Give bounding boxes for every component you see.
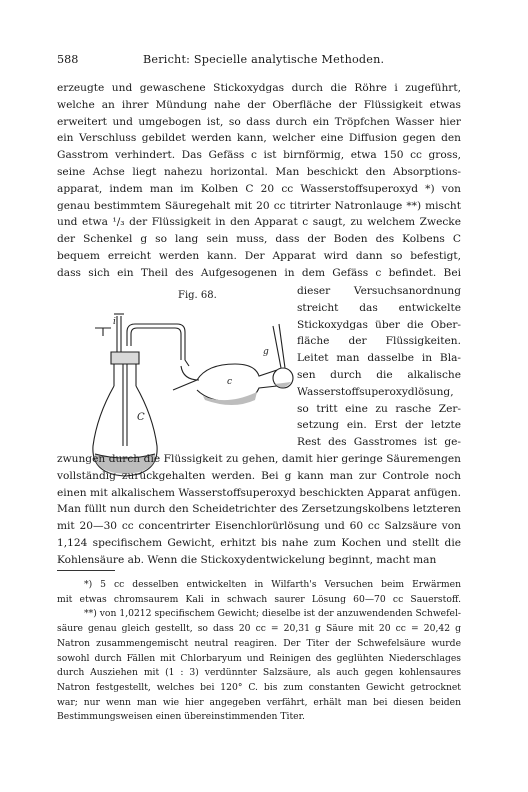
footnotes-line: Bestimmungsweisen einen übereinstimmenden Titer. [57,711,305,723]
footnotes-line: mit etwas chromsaurem Kali in schwach saurer Lösung 60—70 cc Sauerstoff. [57,593,461,605]
wrap_lines-line: Stickoxydgas über die Ober- [297,318,461,331]
wrap_lines-line: Rest des Gasstromes ist ge- [297,436,461,449]
footnotes-line: sowohl durch Fällen mit Chlorbaryum und Reinigen des geglühten Niederschlages [57,652,461,664]
paragraph_bottom-line: mit 20—30 cc concentrirter Eisenchlorürlösung und 60 cc Salzsäure von [57,520,461,533]
footnotes-line: *) 5 cc desselben entwickelten in Wilfarth's Versuchen beim Erwärmen [84,579,461,590]
paragraph_top-line: bequem erreicht werden kann. Der Apparat wird dann so befestigt, [57,250,461,262]
page-header [57,52,463,68]
paragraph_bottom-line: Kohlensäure ab. Wenn die Stickoxydentwickelung beginnt, macht man [57,553,437,566]
page-number: 588 [57,53,79,66]
footnotes-line: Natron festgestellt, welches bei 120° C. bis zum constanten Gewicht getrocknet [57,681,461,693]
paragraph_top-line: dass sich ein Theil des Aufgesogenen in dem Gefäss c befindet. Bei [57,266,461,279]
letter-C: C [137,412,145,423]
wrap_lines-line: sen durch die alkalische [297,369,461,381]
wrap_lines-line: fläche der Flüssigkeiten. [297,335,461,348]
footnotes-line: säure genau gleich gestellt, so dass 20 cc = 20,31 g Säure mit 20 cc = 20,42 g [57,623,461,635]
wrap_lines-line: streicht das entwickelte [297,301,461,314]
paragraph_bottom-line: einen mit alkalischem Wasserstoffsuperoxyd beschickten Apparat anfügen. [57,486,461,499]
paragraph_bottom-line: zwungen durch die Flüssigkeit zu gehen, damit hier geringe Säuremengen [57,453,461,465]
paragraph_top-line: der Schenkel g so lang sein muss, dass der Boden des Kolbens C [57,233,461,246]
paragraph_top-line: genau bestimmtem Säuregehalt mit 20 cc titrirter Natronlauge **) mischt [57,199,461,212]
footnotes-line: Natron zusammengemischt neutral reagiren. Der Titer der Schwefelsäure wurde [57,637,461,649]
wrap_lines-line: dieser Versuchsanordnung [297,285,461,297]
paragraph_top-line: seine Achse liegt nahezu horizontal. Man beschickt den Absorptions- [57,166,461,178]
letter-g: g [263,347,269,357]
letter-i: i [113,317,116,327]
paragraph_top-line: und etwa ¹/₃ der Flüssigkeit in den Apparat c saugt, zu welchem Zwecke [57,216,461,229]
footnote-rule [57,570,115,571]
paragraph_top-line: ein Verschluss gebildet werden kann, welcher eine Diffusion gegen den [57,132,461,145]
wrap_lines-line: Wasserstoffsuperoxydlösung, [297,385,454,398]
wrap_lines-line: so tritt eine zu rasche Zer- [297,402,461,415]
paragraph_top-line: Gasstrom verhindert. Das Gefäss c ist birnförmig, etwa 150 cc gross, [57,149,461,162]
paragraph_bottom-line: Man füllt nun durch den Scheidetrichter des Zersetzungskolbens letzteren [57,503,461,516]
paragraph_top-line: welche an ihrer Mündung nahe der Oberfläche der Flüssigkeit etwas [57,98,461,111]
footnotes-line: **) von 1,0212 specifischem Gewicht; dieselbe ist der anzuwendenden Schwefel- [84,608,461,620]
figure-label: Fig. 68. [178,290,217,301]
footnotes-line: durch Ausziehen mit (1 : 3) verdünnter Salzsäure, als auch gegen kohlensaures [57,667,461,679]
wrap_lines-line: Leitet man dasselbe in Bla- [297,352,461,365]
letter-c: c [227,377,233,387]
paragraph_bottom-line: 1,124 specifischem Gewicht, erhitzt bis nahe zum Kochen und stellt die [57,537,461,549]
paragraph_top-line: erzeugte und gewaschene Stickoxydgas durch die Röhre i zugeführt, [57,82,461,94]
running-title: Bericht: Specielle analytische Methoden. [143,53,385,66]
paragraph_top-line: erweitert und umgebogen ist, so dass durch ein Tröpfchen Wasser hier [57,115,461,128]
wrap_lines-line: setzung ein. Erst der letzte [297,419,461,432]
paragraph_top-line: apparat, indem man im Kolben C 20 cc Wasserstoffsuperoxyd *) von [57,182,461,195]
footnotes-line: war; nur wenn man wie hier angegeben verfährt, erhält man bei diesen beiden [57,696,461,708]
paragraph_bottom-line: vollständig zurückgehalten werden. Bei g kann man zur Controle noch [57,469,461,482]
